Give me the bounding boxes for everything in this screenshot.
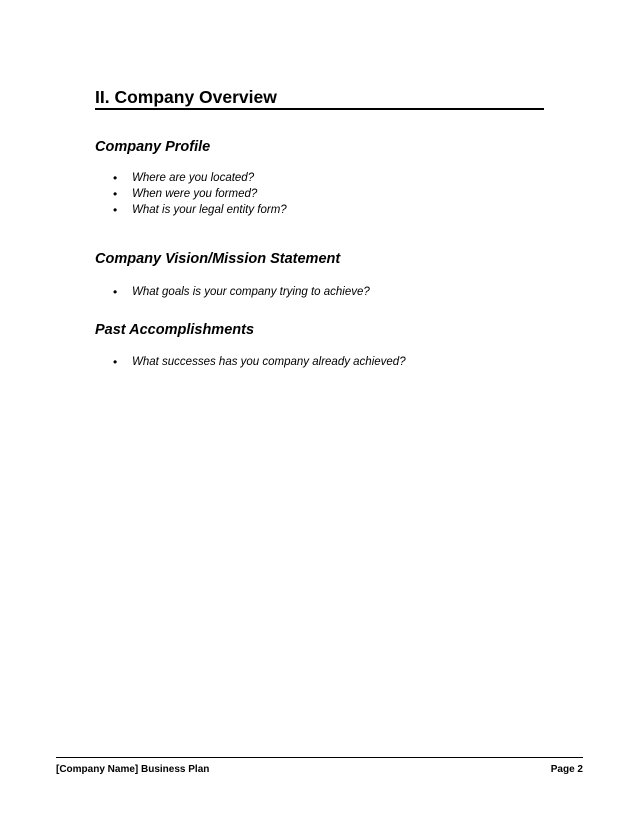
list-item-text: When were you formed? xyxy=(132,188,258,200)
bullet-list-past-accomplishments xyxy=(113,354,406,370)
bullet-icon: • xyxy=(113,355,118,369)
list-item-text: What is your legal entity form? xyxy=(132,204,287,216)
bullet-list-company-profile xyxy=(113,170,287,218)
list-item xyxy=(113,284,370,300)
subheading-past-accomplishments: Past Accomplishments xyxy=(95,322,255,338)
list-item-text: What goals is your company trying to achieve? xyxy=(132,286,370,298)
bullet-icon: • xyxy=(113,187,118,201)
section-title: II. Company Overview xyxy=(95,86,544,110)
list-item xyxy=(113,202,287,218)
subheading-company-profile: Company Profile xyxy=(95,139,211,155)
list-item xyxy=(113,170,287,186)
bullet-list-vision-mission xyxy=(113,284,370,300)
bullet-icon: • xyxy=(113,171,118,185)
footer-page-number: Page 2 xyxy=(550,764,583,775)
bullet-icon: • xyxy=(113,285,118,299)
list-item xyxy=(113,354,406,370)
list-item xyxy=(113,186,287,202)
page-footer xyxy=(56,757,583,776)
footer-document-title: [Company Name] Business Plan xyxy=(56,764,210,775)
bullet-icon: • xyxy=(113,203,118,217)
list-item-text: Where are you located? xyxy=(132,172,255,184)
list-item-text: What successes has you company already achieved? xyxy=(132,356,406,368)
subheading-vision-mission: Company Vision/Mission Statement xyxy=(95,251,341,267)
